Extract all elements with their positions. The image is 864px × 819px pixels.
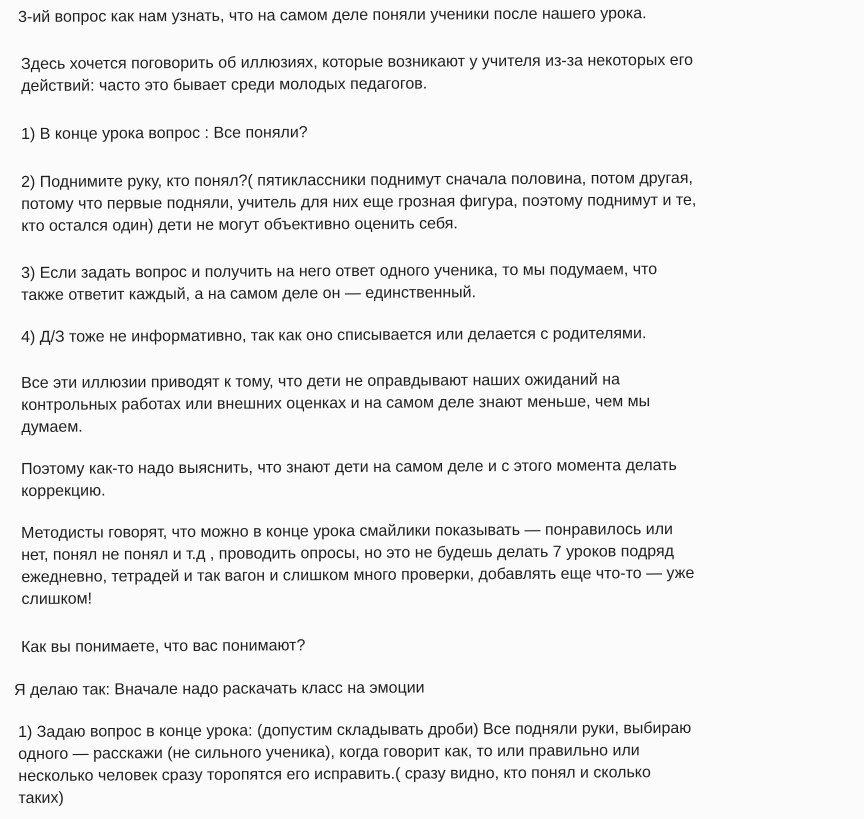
my-method-text: Я делаю так: Вначале надо раскачать класс на эмоции bbox=[14, 679, 425, 699]
methodists-line: Методисты говорят, что можно в конце урока смайлики показывать — понравилось или bbox=[21, 521, 674, 542]
list-item-4 bbox=[21, 323, 646, 349]
therefore-line: Поэтому как-то надо выяснить, что знают дети на самом деле и с этого момента делать bbox=[21, 456, 677, 478]
list-item-2-line: 2) Поднимите руку, кто понял?( пятиклассники поднимут сначала половина, потом другая, bbox=[21, 169, 693, 191]
methodists-paragraph bbox=[21, 519, 695, 611]
list-item-3 bbox=[21, 259, 657, 307]
heading bbox=[18, 3, 647, 29]
question-line bbox=[21, 635, 305, 659]
intro-line: действий: часто это бывает среди молодых педагогов. bbox=[21, 75, 428, 95]
illusions-paragraph bbox=[21, 369, 650, 439]
step-1-line: несколько человек сразу торопятся его исправить.( сразу видно, кто понял и сколько bbox=[18, 764, 651, 785]
list-item-1 bbox=[21, 122, 308, 146]
step-1-paragraph bbox=[18, 718, 692, 810]
question-text: Как вы понимаете, что вас понимают? bbox=[21, 637, 306, 656]
step-1-line: одного — расскажи (не сильного ученика), когда говорит как, то или правильно или bbox=[18, 742, 640, 763]
illusions-line: Все эти иллюзии приводят к тому, что дети не оправдывают наших ожиданий на bbox=[21, 371, 621, 392]
heading-line: 3-ий вопрос как нам узнать, что на самом деле поняли ученики после нашего урока. bbox=[18, 5, 647, 26]
list-item-3-line: также ответит каждый, а на самом деле он — единственный. bbox=[21, 284, 477, 304]
therefore-line: коррекцию. bbox=[21, 482, 106, 500]
list-item-2-line: потому что первые подняли, учитель для них еще грозная фигура, поэтому поднимут и те, bbox=[21, 191, 697, 213]
step-1-line: 1) Задаю вопрос в конце урока: (допустим складывать дроби) Все подняли руки, выбираю bbox=[18, 719, 692, 741]
intro-line: Здесь хочется поговорить об иллюзиях, которые возникают у учителя из-за некоторых его bbox=[21, 51, 694, 73]
methodists-line: слишком! bbox=[21, 590, 93, 608]
list-item-2-line: кто остался один) дети не могут объективно оценить себя. bbox=[21, 215, 458, 235]
methodists-line: нет, понял не понял и т.д , проводить опросы, но это не будешь делать 7 уроков подряд bbox=[21, 543, 675, 564]
illusions-line: контрольных работах или внешних оценках и на самом деле знают меньше, чем мы bbox=[21, 393, 651, 414]
illusions-line: думаем. bbox=[21, 418, 83, 436]
my-method-line bbox=[14, 677, 425, 702]
intro-paragraph bbox=[21, 50, 693, 98]
list-item-3-line: 3) Если задать вопрос и получить на него ответ одного ученика, то мы подумаем, что bbox=[21, 261, 658, 282]
list-item-1-line: 1) В конце урока вопрос : Все поняли? bbox=[21, 124, 308, 143]
list-item-4-line: 4) Д/З тоже не информативно, так как оно списывается или делается с родителями. bbox=[21, 325, 647, 346]
list-item-2 bbox=[21, 168, 697, 238]
methodists-line: ежедневно, тетрадей и так вагон и слишком много проверки, добавлять еще что-то — уже bbox=[21, 564, 695, 586]
therefore-paragraph bbox=[21, 455, 677, 503]
step-1-line: таких) bbox=[18, 789, 64, 807]
